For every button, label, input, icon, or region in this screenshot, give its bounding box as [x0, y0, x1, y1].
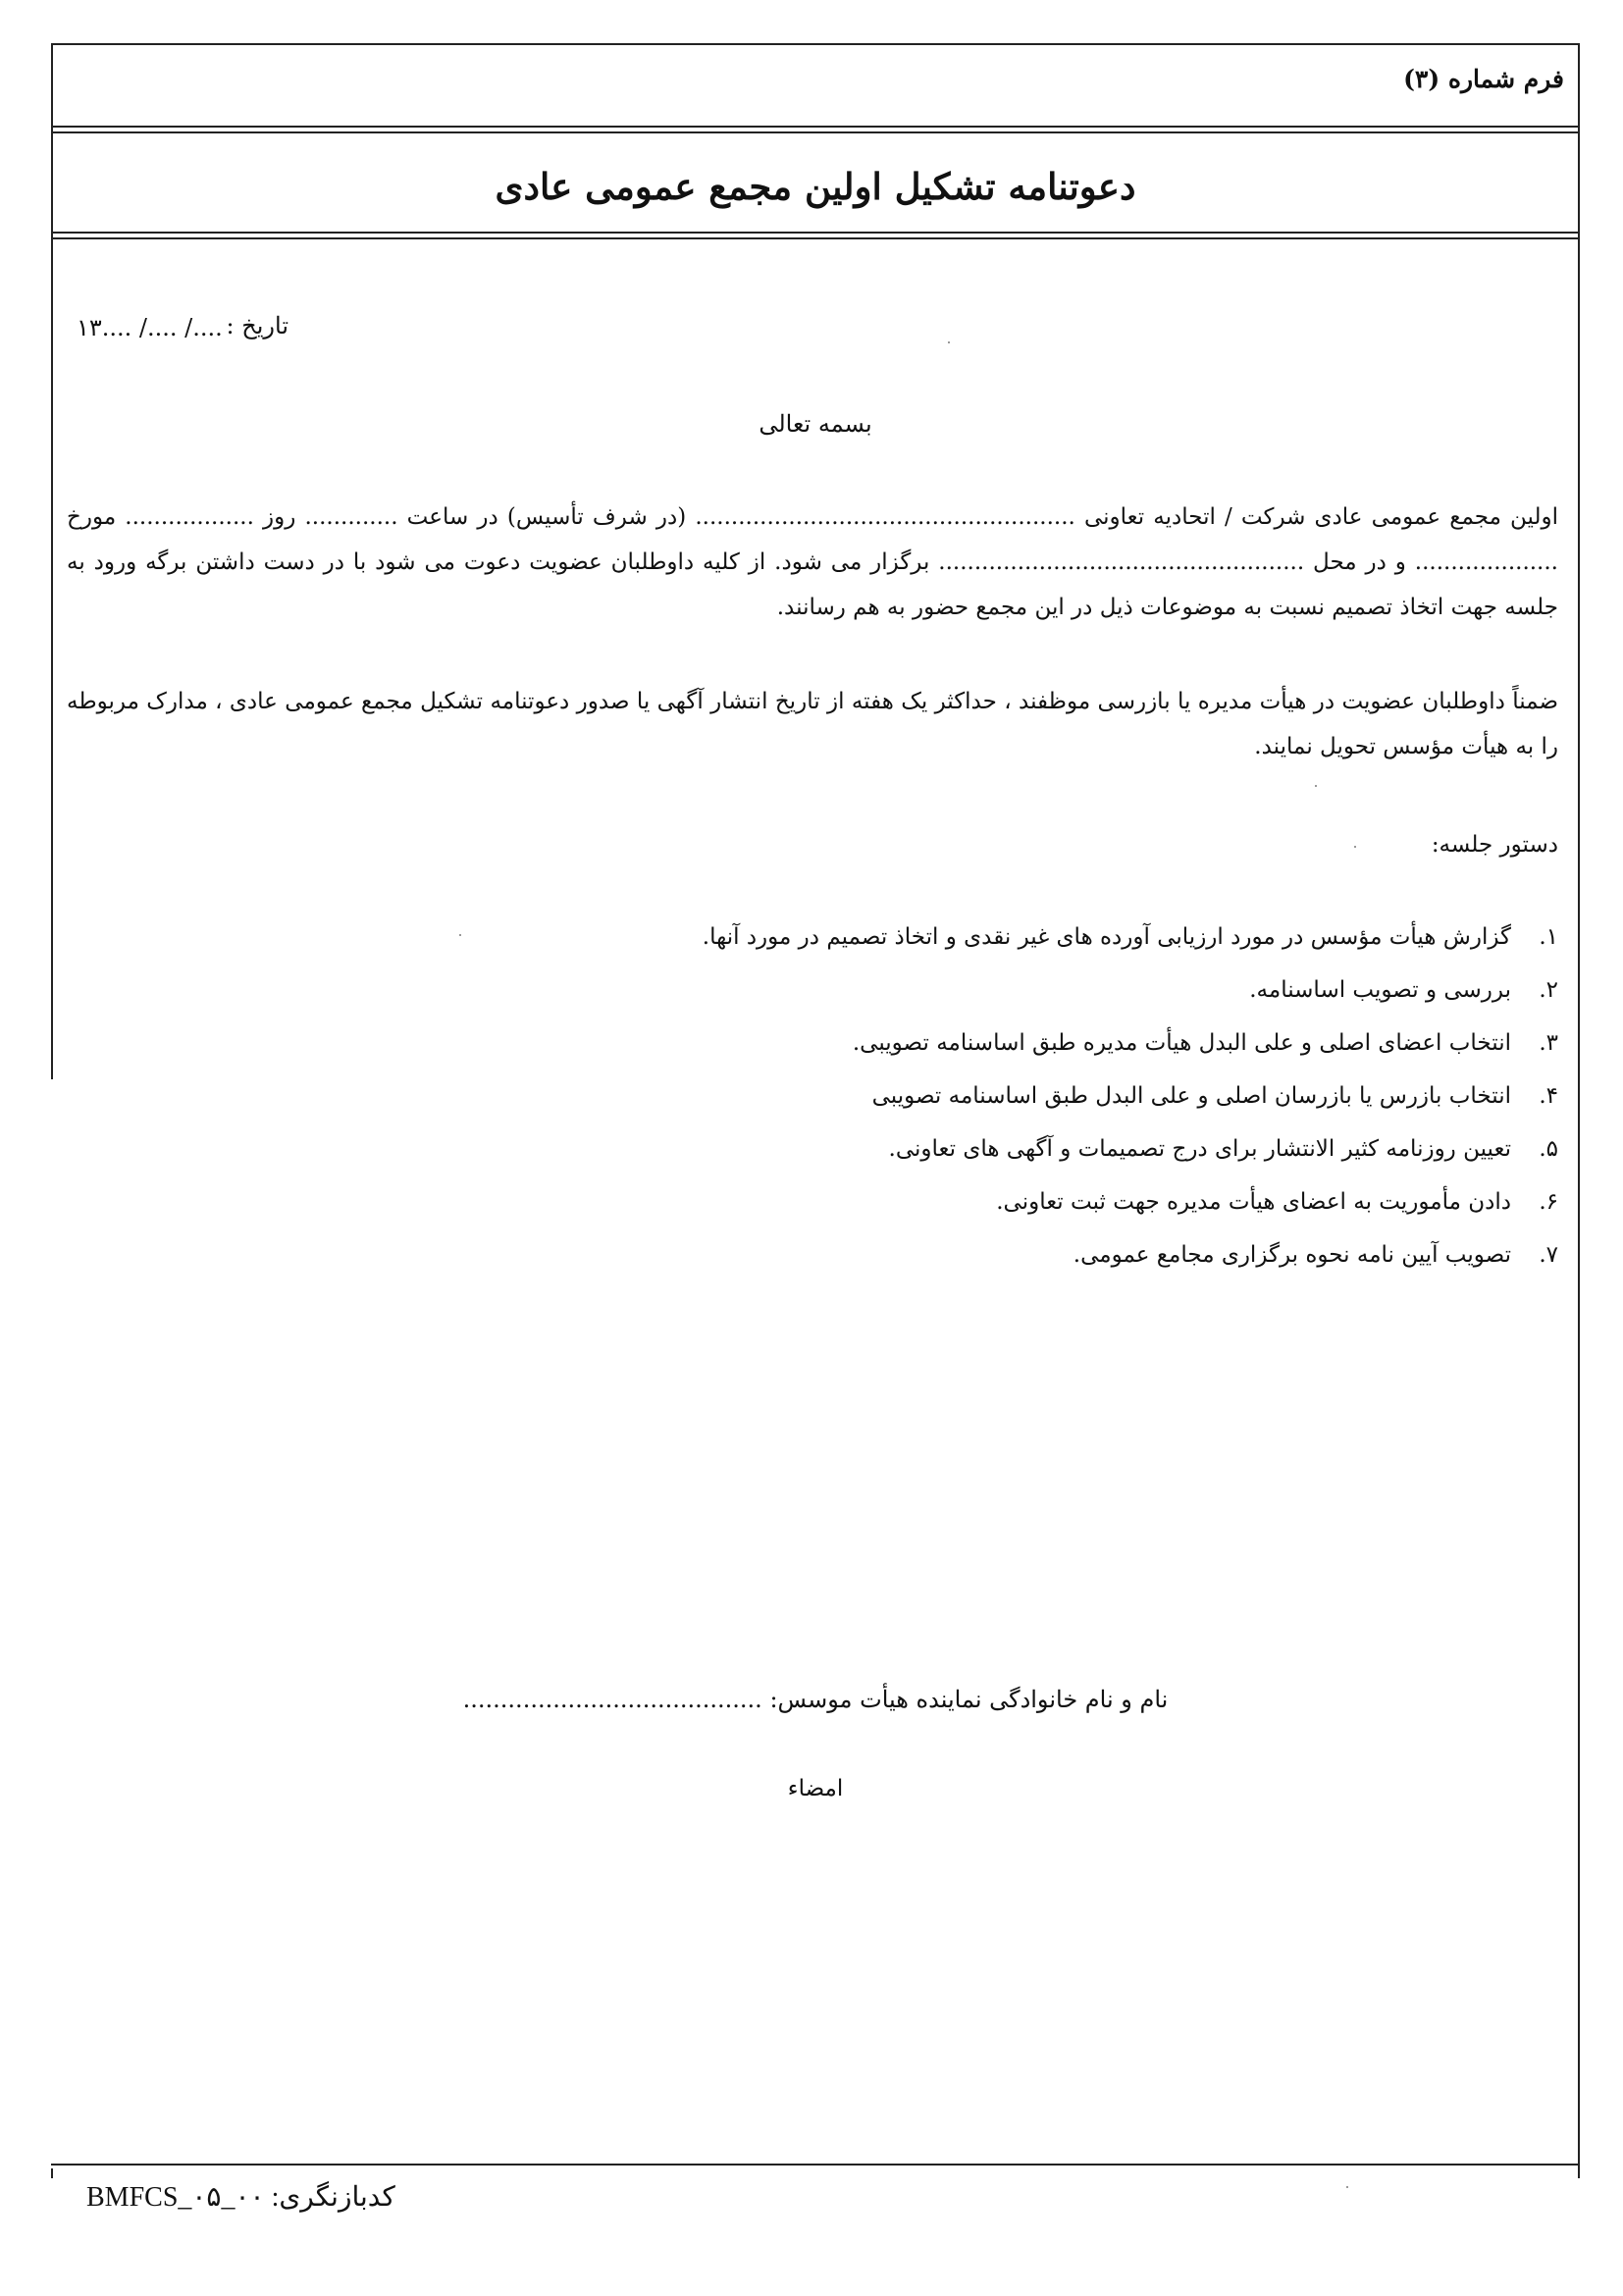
item-text: تعیین روزنامه کثیر الانتشار برای درج تصمیمات و آگهی های تعاونی.: [888, 1136, 1511, 1162]
date-label: تاریخ :: [226, 312, 288, 339]
item-text: انتخاب بازرس یا بازرسان اصلی و علی البدل طبق اساسنامه تصویبی: [871, 1083, 1511, 1109]
item-number: ۶.: [1539, 1189, 1558, 1215]
scan-speck: [1346, 2186, 1348, 2188]
item-number: ۳.: [1539, 1030, 1558, 1056]
item-number: ۵.: [1539, 1136, 1558, 1162]
item-text: تصویب آیین نامه نحوه برگزاری مجامع عمومی.: [1073, 1242, 1511, 1268]
signature-label: امضاء: [787, 1776, 844, 1801]
list-item: [381, 1017, 1558, 1070]
item-text: گزارش هیأت مؤسس در مورد ارزیابی آورده های غیر نقدی و اتخاذ تصمیم در مورد آنها.: [702, 924, 1511, 950]
date-value: ..../ ..../ ....۱۳: [77, 314, 223, 341]
item-number: ۲.: [1539, 977, 1558, 1003]
item-text: بررسی و تصویب اساسنامه.: [1249, 977, 1511, 1003]
scan-speck: [1354, 846, 1356, 848]
representative-name-line: نام و نام خانوادگی نماینده هیأت موسس: ........................................: [462, 1686, 1169, 1713]
list-item: [381, 911, 1558, 964]
item-number: ۴.: [1539, 1083, 1558, 1109]
header-divider-bottom: [53, 232, 1578, 239]
scan-speck: [948, 341, 950, 343]
invitation-paragraph: اولین مجمع عمومی عادی شرکت / اتحادیه تعاونی ..................................................... (در شرف تأسیس) در ساعت ............. روز .................. مورخ .................... و در محل ................................................... برگزار می شود. از کلیه داوطلبان عضویت دعوت می شود با در دست داشتن برگه ورود به جلسه جهت اتخاذ تصمیم نسبت به موضوعات ذیل در این مجمع حضور به هم رسانند.: [67, 504, 1558, 620]
list-item: [381, 964, 1558, 1017]
scan-speck: [1315, 785, 1317, 787]
item-number: ۷.: [1539, 1242, 1558, 1268]
agenda-list: [381, 911, 1558, 1281]
item-text: دادن مأموریت به اعضای هیأت مدیره جهت ثبت تعاونی.: [996, 1189, 1511, 1215]
header-divider-top: [53, 126, 1578, 133]
list-item: [381, 1175, 1558, 1228]
frame-gap: [49, 1079, 55, 2168]
bismillah: بسمه تعالی: [759, 410, 872, 438]
item-number: ۱.: [1539, 924, 1558, 950]
scan-speck: [459, 934, 461, 936]
list-item: [381, 1228, 1558, 1281]
notice-paragraph: ضمناً داوطلبان عضویت در هیأت مدیره یا بازرسی موظفند ، حداکثر یک هفته از تاریخ انتشار آگهی یا صدور دعوتنامه تشکیل مجمع عمومی عادی ، مدارک مربوطه را به هیأت مؤسس تحویل نمایند.: [67, 689, 1558, 759]
form-number: فرم شماره (۳): [1403, 65, 1564, 93]
list-item: [381, 1070, 1558, 1122]
revision-code: کدبازنگری: BMFCS_۰۵_۰۰: [86, 2182, 395, 2213]
page-title: دعوتنامه تشکیل اولین مجمع عمومی عادی: [495, 165, 1136, 208]
bottom-rule: [51, 2164, 1580, 2166]
agenda-title: دستور جلسه:: [1431, 832, 1558, 858]
item-text: انتخاب اعضای اصلی و علی البدل هیأت مدیره طبق اساسنامه تصویبی.: [852, 1030, 1511, 1056]
list-item: [381, 1122, 1558, 1175]
